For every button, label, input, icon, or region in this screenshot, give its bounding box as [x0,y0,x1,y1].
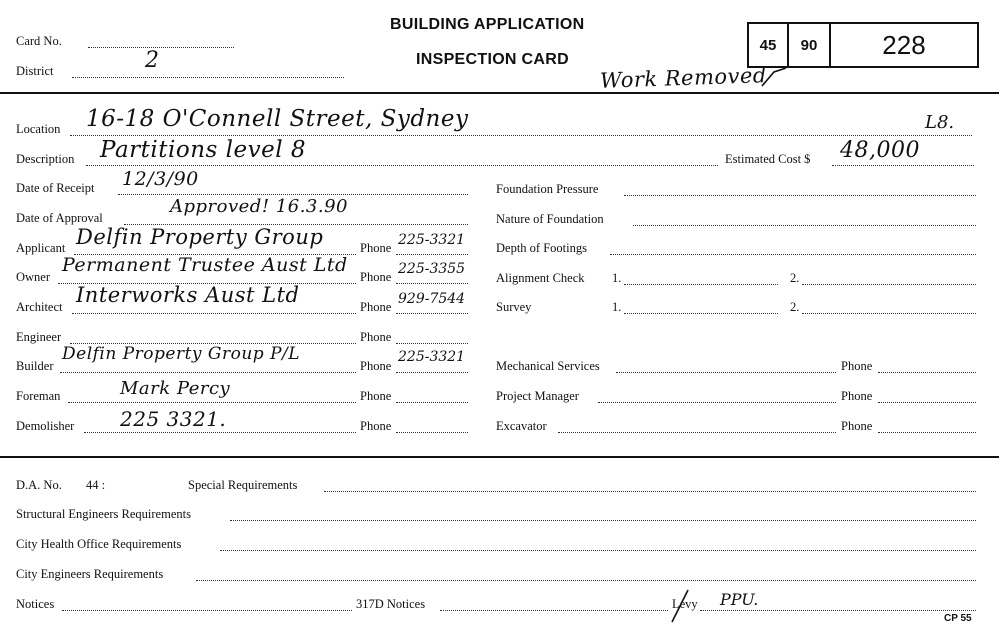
demolisher-phone-line [396,432,468,433]
description-value: Partitions level 8 [100,137,306,163]
date-approval-value: Approved! 16.3.90 [170,196,348,217]
engineer-phone-line [396,343,468,344]
mechanical-phone-label: Phone [841,359,873,373]
card-box-1 [747,22,789,68]
applicant-label: Applicant [16,241,66,255]
da-no-value: 44 : [86,478,106,492]
estimated-cost-line [832,165,974,166]
excavator-phone-label: Phone [841,419,873,433]
card-box-1-text: 45 [759,36,777,54]
owner-label: Owner [16,270,51,284]
header-divider [0,92,999,94]
demolisher-line [84,432,356,433]
builder-label: Builder [16,359,54,373]
owner-phone-value: 225-3355 [398,261,466,277]
location-line [70,135,972,136]
foreman-phone-line [396,402,468,403]
excavator-line [558,432,836,433]
foreman-value: Mark Percy [120,378,231,399]
excavator-label: Excavator [496,419,547,433]
foundation-pressure-label: Foundation Pressure [496,182,599,196]
demolisher-value: 225 3321. [120,407,227,431]
card-box-2-text: 90 [800,36,818,54]
date-receipt-value: 12/3/90 [122,168,199,190]
foreman-label: Foreman [16,389,61,403]
project-manager-line [598,402,836,403]
city-engineers-line [196,580,976,581]
city-health-label: City Health Office Requirements [16,537,182,551]
mechanical-line [616,372,836,373]
alignment-two-label: 2. [790,271,800,285]
project-manager-phone-label: Phone [841,389,873,403]
excavator-phone-line [878,432,976,433]
date-receipt-line [118,194,468,195]
builder-phone-value: 225-3321 [398,349,466,365]
notices-line [62,610,352,611]
engineer-phone-label: Phone [360,330,392,344]
notices-label: Notices [16,597,55,611]
district-label: District [16,64,54,78]
levy-line [700,610,976,611]
date-approval-label: Date of Approval [16,211,103,225]
strike-mark-icon [668,588,692,624]
project-manager-phone-line [878,402,976,403]
applicant-phone-value: 225-3321 [398,232,466,248]
nature-foundation-line [633,225,976,226]
architect-phone-line [396,313,468,314]
district-value: 2 [145,48,160,73]
levy-label: Levy [672,597,698,611]
architect-value: Interworks Aust Ltd [76,283,300,307]
foreman-phone-label: Phone [360,389,392,403]
architect-phone-label: Phone [360,300,392,314]
survey-two-label: 2. [790,300,800,314]
structural-label: Structural Engineers Requirements [16,507,191,521]
estimated-cost-label: Estimated Cost $ [725,152,811,166]
da-no-label: D.A. No. [16,478,62,492]
card-box-2 [787,22,831,68]
applicant-value: Delfin Property Group [76,225,324,249]
builder-phone-label: Phone [360,359,392,373]
architect-phone-value: 929-7544 [398,291,466,307]
applicant-phone-label: Phone [360,241,392,255]
description-label: Description [16,152,75,166]
survey-one-label: 1. [612,300,622,314]
survey-two-line [802,313,976,314]
card-no-line [88,47,234,48]
levy-value: PPU. [720,590,759,609]
pen-mark-icon [760,66,790,90]
location-value: 16-18 O'Connell Street, Sydney [86,106,469,132]
owner-phone-label: Phone [360,270,392,284]
notices-317d-label: 317D Notices [356,597,426,611]
owner-phone-line [396,283,468,284]
footer-divider [0,456,999,458]
nature-foundation-label: Nature of Foundation [496,212,604,226]
engineer-label: Engineer [16,330,62,344]
builder-line [60,372,356,373]
mechanical-label: Mechanical Services [496,359,600,373]
alignment-two-line [802,284,976,285]
notices-317d-line [440,610,668,611]
structural-line [230,520,976,521]
city-health-line [220,550,976,551]
form-code: CP 55 [944,613,972,624]
demolisher-label: Demolisher [16,419,75,433]
location-note: L8. [925,112,955,133]
survey-label: Survey [496,300,532,314]
project-manager-label: Project Manager [496,389,579,403]
architect-label: Architect [16,300,63,314]
location-label: Location [16,122,61,136]
demolisher-phone-label: Phone [360,419,392,433]
date-receipt-label: Date of Receipt [16,181,95,195]
depth-footings-label: Depth of Footings [496,241,587,255]
description-line [86,165,718,166]
special-req-line [324,491,976,492]
card-box-3 [829,22,979,68]
alignment-check-label: Alignment Check [496,271,585,285]
card-box-3-text: 228 [882,29,926,60]
city-engineers-label: City Engineers Requirements [16,567,164,581]
alignment-one-line [624,284,778,285]
foundation-pressure-line [624,195,976,196]
foreman-line [68,402,356,403]
alignment-one-label: 1. [612,271,622,285]
title-line1: BUILDING APPLICATION [390,16,585,33]
owner-value: Permanent Trustee Aust Ltd [62,254,348,276]
architect-line [72,313,356,314]
depth-footings-line [610,254,976,255]
district-line [72,77,344,78]
title-line2: INSPECTION CARD [416,51,569,68]
mechanical-phone-line [878,372,976,373]
estimated-cost-value: 48,000 [840,138,920,163]
card-no-label: Card No. [16,34,62,48]
builder-value: Delfin Property Group P/L [62,344,301,364]
survey-one-line [624,313,778,314]
special-req-label: Special Requirements [188,478,298,492]
stamp-note: Work Removed [599,63,768,93]
builder-phone-line [396,372,468,373]
applicant-phone-line [396,254,468,255]
